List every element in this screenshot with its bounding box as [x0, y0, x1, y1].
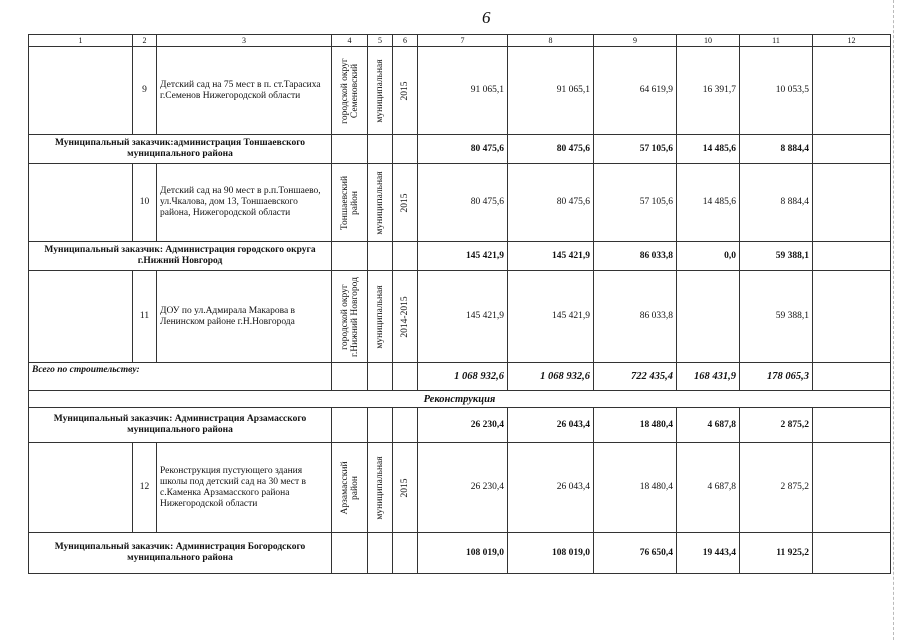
empty-cell: [368, 408, 393, 443]
construction-table: [28, 34, 891, 574]
empty-cell: [813, 533, 891, 574]
empty-cell: [813, 47, 891, 135]
value-col7: 145 421,9: [418, 242, 508, 271]
empty-cell: [813, 408, 891, 443]
owner-cell: [368, 47, 393, 135]
value-col9: 86 033,8: [594, 242, 677, 271]
owner-text: муниципальная: [375, 284, 385, 349]
value-col8: 91 065,1: [508, 47, 594, 135]
owner-cell: [368, 164, 393, 242]
value-col9: 76 650,4: [594, 533, 677, 574]
value-col8: 26 043,4: [508, 443, 594, 533]
table-row-customer: [29, 533, 891, 574]
value-col8: 108 019,0: [508, 533, 594, 574]
table-body: [29, 35, 891, 574]
year-cell: [393, 443, 418, 533]
item-name: Реконструкция пустующего здания школы под детский сад на 30 мест в с.Каменка Арзамасского района Нижегородской области: [157, 443, 332, 533]
col-header-10: 10: [677, 35, 740, 47]
item-number: 9: [133, 47, 157, 135]
col-header-2: 2: [133, 35, 157, 47]
owner-text: муниципальная: [375, 170, 385, 235]
owner-text: муниципальная: [375, 58, 385, 123]
empty-cell: [813, 271, 891, 363]
empty-cell: [332, 408, 368, 443]
district-text: городской округ г.Нижний Новгород: [339, 276, 360, 357]
value-col10: 0,0: [677, 242, 740, 271]
page-edge-line: [893, 0, 894, 640]
value-col11: 2 875,2: [740, 408, 813, 443]
table-row-customer: [29, 135, 891, 164]
district-text: городской округ Семеновский: [339, 57, 360, 124]
empty-cell: [813, 242, 891, 271]
empty-cell: [393, 533, 418, 574]
empty-cell: [29, 164, 133, 242]
table-row-customer: [29, 242, 891, 271]
empty-cell: [332, 135, 368, 164]
table-row-section: [29, 391, 891, 408]
value-col7: 1 068 932,6: [418, 363, 508, 391]
col-header-6: 6: [393, 35, 418, 47]
customer-label: Муниципальный заказчик:администрация Тоншаевского муниципального района: [29, 135, 332, 164]
col-header-8: 8: [508, 35, 594, 47]
item-name: Детский сад на 75 мест в п. ст.Тарасиха г.Семенов Нижегородской области: [157, 47, 332, 135]
year-text: 2015: [400, 478, 410, 497]
year-cell: [393, 271, 418, 363]
value-col8: 145 421,9: [508, 271, 594, 363]
owner-text: муниципальная: [375, 455, 385, 520]
empty-cell: [393, 408, 418, 443]
district-cell: [332, 271, 368, 363]
value-col9: 86 033,8: [594, 271, 677, 363]
empty-cell: [332, 363, 368, 391]
customer-label: Муниципальный заказчик: Администрация городского округа г.Нижний Новгород: [29, 242, 332, 271]
empty-cell: [29, 443, 133, 533]
value-col7: 26 230,4: [418, 408, 508, 443]
value-col7: 145 421,9: [418, 271, 508, 363]
value-col7: 26 230,4: [418, 443, 508, 533]
district-cell: [332, 47, 368, 135]
empty-cell: [813, 164, 891, 242]
value-col11: 10 053,5: [740, 47, 813, 135]
table-row-customer: [29, 408, 891, 443]
year-cell: [393, 47, 418, 135]
empty-cell: [368, 363, 393, 391]
item-number: 12: [133, 443, 157, 533]
value-col8: 26 043,4: [508, 408, 594, 443]
district-text: Тоншаевский район: [339, 175, 360, 230]
empty-cell: [813, 363, 891, 391]
value-col8: 1 068 932,6: [508, 363, 594, 391]
col-header-5: 5: [368, 35, 393, 47]
value-col10: 14 485,6: [677, 164, 740, 242]
value-col11: 8 884,4: [740, 164, 813, 242]
value-col7: 80 475,6: [418, 135, 508, 164]
customer-label: Муниципальный заказчик: Администрация Арзамасского муниципального района: [29, 408, 332, 443]
value-col11: 59 388,1: [740, 271, 813, 363]
owner-cell: [368, 443, 393, 533]
value-col10: 16 391,7: [677, 47, 740, 135]
district-cell: [332, 443, 368, 533]
value-col10: 4 687,8: [677, 443, 740, 533]
column-number-row: [29, 35, 891, 47]
year-text: 2015: [400, 81, 410, 100]
empty-cell: [332, 533, 368, 574]
value-col11: 59 388,1: [740, 242, 813, 271]
table-row-total: [29, 363, 891, 391]
value-col9: 18 480,4: [594, 443, 677, 533]
empty-cell: [368, 242, 393, 271]
empty-cell: [368, 135, 393, 164]
col-header-4: 4: [332, 35, 368, 47]
col-header-3: 3: [157, 35, 332, 47]
col-header-1: 1: [29, 35, 133, 47]
value-col7: 108 019,0: [418, 533, 508, 574]
value-col8: 80 475,6: [508, 135, 594, 164]
value-col10: 168 431,9: [677, 363, 740, 391]
district-cell: [332, 164, 368, 242]
empty-cell: [393, 135, 418, 164]
customer-label: Муниципальный заказчик: Администрация Богородского муниципального района: [29, 533, 332, 574]
year-text: 2014-2015: [400, 295, 410, 338]
item-number: 11: [133, 271, 157, 363]
total-label: Всего по строительству:: [29, 363, 332, 391]
col-header-9: 9: [594, 35, 677, 47]
value-col9: 18 480,4: [594, 408, 677, 443]
value-col9: 722 435,4: [594, 363, 677, 391]
empty-cell: [393, 242, 418, 271]
value-col7: 80 475,6: [418, 164, 508, 242]
item-name: ДОУ по ул.Адмирала Макарова в Ленинском районе г.Н.Новгорода: [157, 271, 332, 363]
empty-cell: [813, 135, 891, 164]
empty-cell: [813, 443, 891, 533]
empty-cell: [393, 363, 418, 391]
table-row-item: [29, 47, 891, 135]
section-title: Реконструкция: [29, 391, 891, 408]
table-row-item: [29, 271, 891, 363]
value-col11: 11 925,2: [740, 533, 813, 574]
value-col11: 178 065,3: [740, 363, 813, 391]
empty-cell: [368, 533, 393, 574]
district-text: Арзамасский район: [339, 460, 360, 515]
value-col9: 64 619,9: [594, 47, 677, 135]
item-number: 10: [133, 164, 157, 242]
year-cell: [393, 164, 418, 242]
col-header-11: 11: [740, 35, 813, 47]
value-col9: 57 105,6: [594, 135, 677, 164]
col-header-7: 7: [418, 35, 508, 47]
value-col10: 4 687,8: [677, 408, 740, 443]
empty-cell: [29, 47, 133, 135]
value-col11: 8 884,4: [740, 135, 813, 164]
page-number: 6: [482, 8, 491, 27]
empty-cell: [332, 242, 368, 271]
item-name: Детский сад на 90 мест в р.п.Тоншаево, ул.Чкалова, дом 13, Тоншаевского района, Нижегородской области: [157, 164, 332, 242]
year-text: 2015: [400, 193, 410, 212]
empty-cell: [29, 271, 133, 363]
owner-cell: [368, 271, 393, 363]
value-col10: 14 485,6: [677, 135, 740, 164]
value-col11: 2 875,2: [740, 443, 813, 533]
value-col9: 57 105,6: [594, 164, 677, 242]
value-col10: [677, 271, 740, 363]
value-col8: 145 421,9: [508, 242, 594, 271]
value-col10: 19 443,4: [677, 533, 740, 574]
col-header-12: 12: [813, 35, 891, 47]
table-row-item: [29, 164, 891, 242]
table-row-item: [29, 443, 891, 533]
value-col7: 91 065,1: [418, 47, 508, 135]
value-col8: 80 475,6: [508, 164, 594, 242]
